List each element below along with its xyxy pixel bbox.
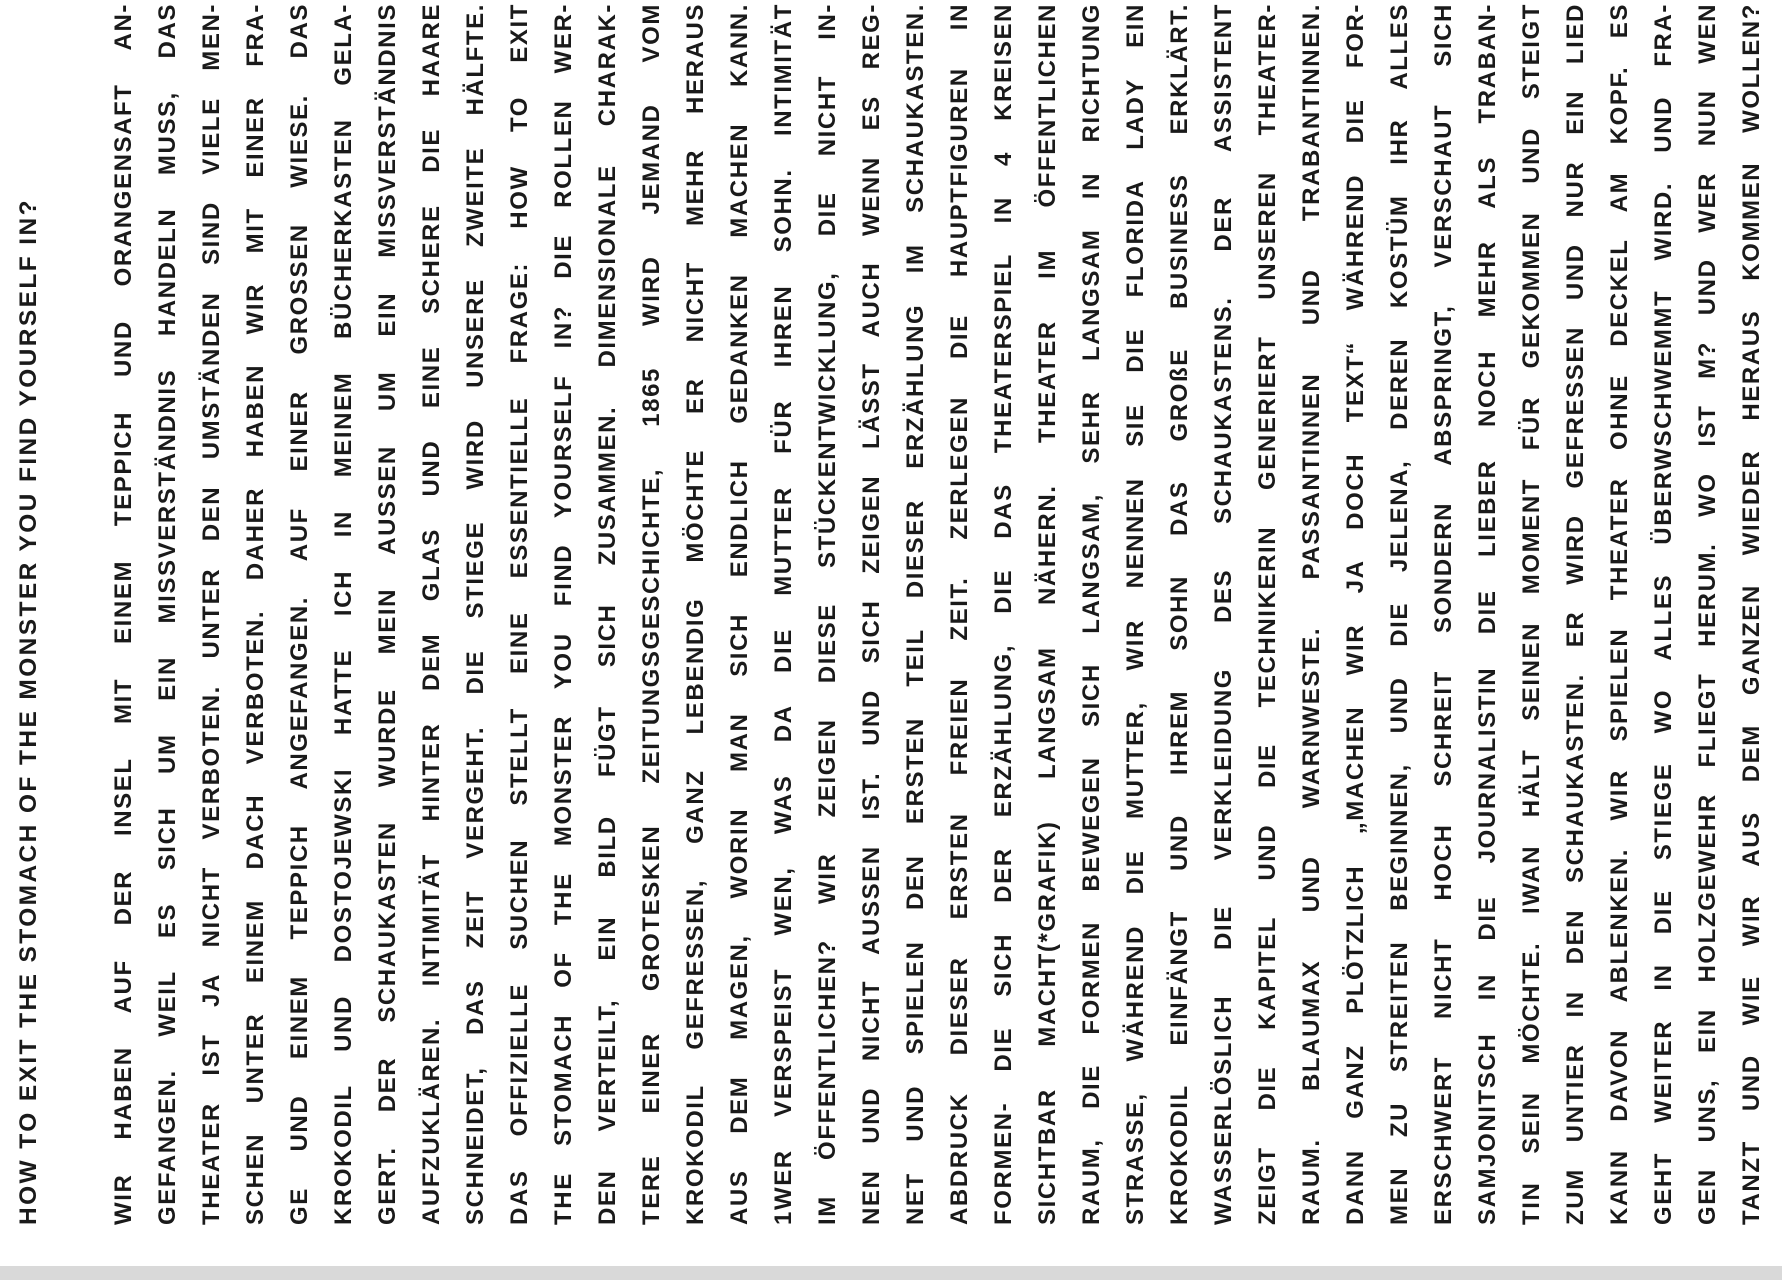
body-line: DEN VERTEILT, EIN BILD FÜGT SICH ZUSAMMEN. DIMENSIONALE CHARAK- [594,3,621,1225]
bottom-edge-bar [0,1266,1782,1280]
body-line: ABDRUCK DIESER ERSTEN FREIEN ZEIT. ZERLEGEN DIE HAUPTFIGUREN IN [946,3,973,1225]
body-line: DANN GANZ PLÖTZLICH „MACHEN WIR JA DOCH TEXT“ WÄHREND DIE FOR- [1342,3,1369,1225]
body-line: SAMJONITSCH IN DIE JOURNALISTIN DIE LIEBER NOCH MEHR ALS TRABAN- [1474,3,1501,1225]
body-line: WASSERLÖSLICH DIE VERKLEIDUNG DES SCHAUKASTENS. DER ASSISTENT [1210,3,1237,1225]
document-title: HOW TO EXIT THE STOMACH OF THE MONSTER YOU FIND YOURSELF IN? [15,198,42,1225]
body-line: GERT. DER SCHAUKASTEN WURDE MEIN AUSSEN UM EIN MISSVERSTÄNDNIS [374,3,401,1225]
body-line: SCHEN UNTER EINEM DACH VERBOTEN. DAHER HABEN WIR MIT EINER FRA- [242,3,269,1225]
body-line: WIR HABEN AUF DER INSEL MIT EINEM TEPPICH UND ORANGENSAFT AN- [110,3,137,1225]
body-line: AUFZUKLÄREN. INTIMITÄT HINTER DEM GLAS UND EINE SCHERE DIE HAARE [418,3,445,1225]
body-line: MEN ZU STREITEN BEGINNEN, UND DIE JELENA, DEREN KOSTÜM IHR ALLES [1386,3,1413,1225]
body-line: ZUM UNTIER IN DEN SCHAUKASTEN. ER WIRD GEFRESSEN UND NUR EIN LIED [1562,3,1589,1225]
body-line: GEFANGEN. WEIL ES SICH UM EIN MISSVERSTÄNDNIS HANDELN MUSS, DAS [154,3,181,1225]
body-line: GEN UNS, EIN HOLZGEWEHR FLIEGT HERUM. WO IST M? UND WER NUN WEN [1694,3,1721,1225]
body-paragraph [102,3,1774,1225]
body-line: FORMEN- DIE SICH DER ERZÄHLUNG, DIE DAS THEATERSPIEL IN 4 KREISEN [990,3,1017,1225]
body-line: TANZT UND WIE WIR AUS DEM GANZEN WIEDER HERAUS KOMMEN WOLLEN? [1738,3,1765,1225]
body-line: KROKODIL UND DOSTOJEWSKI HATTE ICH IN MEINEM BÜCHERKASTEN GELA- [330,3,357,1225]
body-line: GEHT WEITER IN DIE STIEGE WO ALLES ÜBERWSCHWEMMT WIRD. UND FRA- [1650,3,1677,1225]
body-line: THEATER IST JA NICHT VERBOTEN. UNTER DEN UMSTÄNDEN SIND VIELE MEN- [198,3,225,1225]
body-line: TIN SEIN MÖCHTE. IWAN HÄLT SEINEN MOMENT FÜR GEKOMMEN UND STEIGT [1518,3,1545,1225]
body-line: KANN DAVON ABLENKEN. WIR SPIELEN THEATER OHNE DECKEL AM KOPF. ES [1606,3,1633,1225]
body-line: AUS DEM MAGEN, WORIN MAN SICH ENDLICH GEDANKEN MACHEN KANN. [726,3,753,1225]
body-line: NEN UND NICHT AUSSEN IST. UND SICH ZEIGEN LÄSST AUCH WENN ES REG- [858,3,885,1225]
body-line: IM ÖFFENTLICHEN? WIR ZEIGEN DIESE STÜCKENTWICKLUNG, DIE NICHT IN- [814,3,841,1225]
body-line: RAUM, DIE FORMEN BEWEGEN SICH LANGSAM, SEHR LANGSAM IN RICHTUNG [1078,3,1105,1225]
body-line: THE STOMACH OF THE MONSTER YOU FIND YOURSELF IN? DIE ROLLEN WER- [550,3,577,1225]
body-line: RAUM. BLAUMAX UND WARNWESTE. PASSANTINNEN UND TRABANTINNEN. [1298,3,1325,1225]
body-line: STRASSE, WÄHREND DIE MUTTER, WIR NENNEN SIE DIE FLORIDA LADY EIN [1122,3,1149,1225]
body-line: 1WER VERSPEIST WEN, WAS DA DIE MUTTER FÜR IHREN SOHN. INTIMITÄT [770,3,797,1225]
body-line: ZEIGT DIE KAPITEL UND DIE TECHNIKERIN GENERIERT UNSEREN THEATER- [1254,3,1281,1225]
body-line: ERSCHWERT NICHT HOCH SCHREIT SONDERN ABSPRINGT, VERSCHAUT SICH [1430,3,1457,1225]
body-line: SCHNEIDET, DAS ZEIT VERGEHT. DIE STIEGE WIRD UNSERE ZWEITE HÄLFTE. [462,3,489,1225]
body-line: KROKODIL GEFRESSEN, GANZ LEBENDIG MÖCHTE ER NICHT MEHR HERAUS [682,3,709,1225]
body-line: DAS OFFIZIELLE SUCHEN STELLT EINE ESSENTIELLE FRAGE: HOW TO EXIT [506,3,533,1225]
body-line: TERE EINER GROTESKEN ZEITUNGSGESCHICHTE, 1865 WIRD JEMAND VOM [638,3,665,1225]
body-line: GE UND EINEM TEPPICH ANGEFANGEN. AUF EINER GROSSEN WIESE. DAS [286,3,313,1225]
body-line: KROKODIL EINFÄNGT UND IHREM SOHN DAS GROßE BUSINESS ERKLÄRT. [1166,3,1193,1225]
body-line: NET UND SPIELEN DEN ERSTEN TEIL DIESER ERZÄHLUNG IM SCHAUKASTEN. [902,3,929,1225]
body-line: SICHTBAR MACHT(*GRAFIK) LANGSAM NÄHERN. THEATER IM ÖFFENTLICHEN [1034,3,1061,1225]
